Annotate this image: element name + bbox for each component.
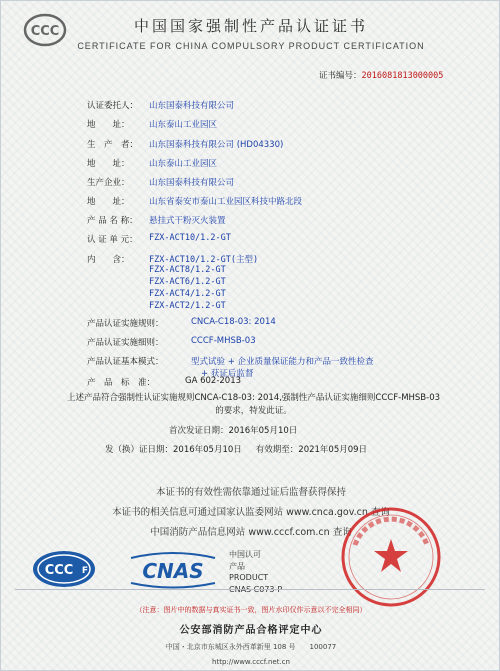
contents-item: FZX-ACT10/1.2-GT(主型) xyxy=(149,255,259,265)
contents-item: FZX-ACT4/1.2-GT xyxy=(149,289,226,299)
rules-value-implementation: CNCA-C18-03: 2014 xyxy=(191,317,276,327)
footer-divider xyxy=(15,589,485,590)
product-cn-line2: 产品 xyxy=(229,562,245,571)
rules-value-mode-cont: + 获证后监督 xyxy=(201,369,254,379)
first-issue-label: 首次发证日期： xyxy=(169,426,229,436)
statement-line1: 上述产品符合强制性认证实施规则CNCA-C18-03: 2014,强制性产品认证实施细则CCCF-MHSB-03 xyxy=(66,393,441,403)
rules-value-mode: 型式试验 + 企业质量保证能力和产品一致性检查 xyxy=(191,357,374,367)
certificate-number xyxy=(319,69,443,81)
note-validity: 本证书的有效性需依靠通过证后监督获得保持 xyxy=(155,487,346,498)
field-label-applicant-address: 地 址： xyxy=(87,120,130,130)
rules-label-detail: 产品认证实施细则： xyxy=(87,338,164,348)
reissue-date: 2016年05月10日 xyxy=(173,445,242,455)
issuer-address: 中国・北京市东城区永外西革新里 108 号 100077 xyxy=(165,643,337,651)
field-value-applicant: 山东国泰科技有限公司 xyxy=(149,101,235,111)
ccc-mark-letter: F xyxy=(81,566,89,576)
field-label-product-name: 产 品 名 称： xyxy=(87,216,138,226)
rules-value-standard: GA 602-2013 xyxy=(185,376,242,386)
ccc-mark-text: CCC xyxy=(44,563,74,578)
title-chinese: 中国国家强制性产品认证证书 xyxy=(133,17,368,35)
field-label-factory: 生产企业： xyxy=(87,178,130,188)
field-label-applicant: 认证委托人： xyxy=(87,101,139,111)
contents-item: FZX-ACT8/1.2-GT xyxy=(149,265,226,275)
first-issue-date: 2016年05月10日 xyxy=(228,426,298,436)
note-cnca: 本证书的相关信息可通过国家认监委网站 www.cnca.gov.cn 查询 xyxy=(112,507,390,518)
rules-label-mode: 产品认证基本模式： xyxy=(87,357,164,367)
note-cccf: 中国消防产品信息网站 www.cccf.com.cn 查询 xyxy=(150,527,352,538)
field-value-manufacturer-address: 山东泰山工业园区 xyxy=(149,159,218,169)
cnas-mark-icon xyxy=(127,550,219,590)
field-label-factory-address: 地 址： xyxy=(87,197,130,207)
ccc-f-mark-icon xyxy=(31,549,97,589)
field-value-applicant-address: 山东泰山工业园区 xyxy=(149,120,218,130)
field-value-product-name: 悬挂式干粉灭火装置 xyxy=(149,216,226,226)
official-seal-icon xyxy=(339,505,443,609)
field-label-manufacturer-address: 地 址： xyxy=(87,159,130,169)
ccc-logo-text: CCC xyxy=(30,24,60,39)
cert-no-value: 2016081813000005 xyxy=(361,71,444,81)
contents-label: 内 含： xyxy=(87,255,130,265)
field-label-cert-unit: 认 证 单 元： xyxy=(87,235,138,245)
image-note: （注意：图片中的数据与真实证书一致，图片水印仅作示意以不完全相同） xyxy=(135,606,367,614)
first-issue xyxy=(169,424,297,436)
rules-label-standard: 产 品 标 准： xyxy=(87,378,156,388)
field-value-manufacturer: 山东国泰科技有限公司 (HD04330) xyxy=(149,140,284,150)
cnas-mark-text: CNAS xyxy=(142,559,204,583)
valid-label: 有效期至： xyxy=(255,445,299,455)
field-value-factory: 山东国泰科技有限公司 xyxy=(149,178,235,188)
contents-item: FZX-ACT2/1.2-GT xyxy=(149,301,226,311)
field-value-cert-unit: FZX-ACT10/1.2-GT xyxy=(149,233,231,243)
issue-dates xyxy=(105,443,367,455)
rules-value-detail: CCCF-MHSB-03 xyxy=(191,336,256,346)
field-value-factory-address: 山东省泰安市泰山工业园区科技中路北段 xyxy=(149,197,303,207)
product-cn-line1: 中国认可 xyxy=(229,550,261,559)
statement-line2: 的要求，特发此证。 xyxy=(215,406,292,416)
issuer-name: 公安部消防产品合格评定中心 xyxy=(179,625,323,636)
product-en: PRODUCT xyxy=(229,573,269,582)
cert-no-label: 证书编号： xyxy=(319,71,362,81)
valid-date: 2021年05月09日 xyxy=(298,445,368,455)
rules-label-implementation: 产品认证实施规则： xyxy=(87,319,164,329)
field-label-manufacturer: 生 产 者： xyxy=(87,140,139,150)
contents-item: FZX-ACT6/1.2-GT xyxy=(149,277,226,287)
issuer-website: http://www.cccf.net.cn xyxy=(212,658,290,666)
reissue-label: 发（换）证日期： xyxy=(105,445,174,455)
title-english: CERTIFICATE FOR CHINA COMPULSORY PRODUCT CERTIFICATION xyxy=(77,41,425,51)
